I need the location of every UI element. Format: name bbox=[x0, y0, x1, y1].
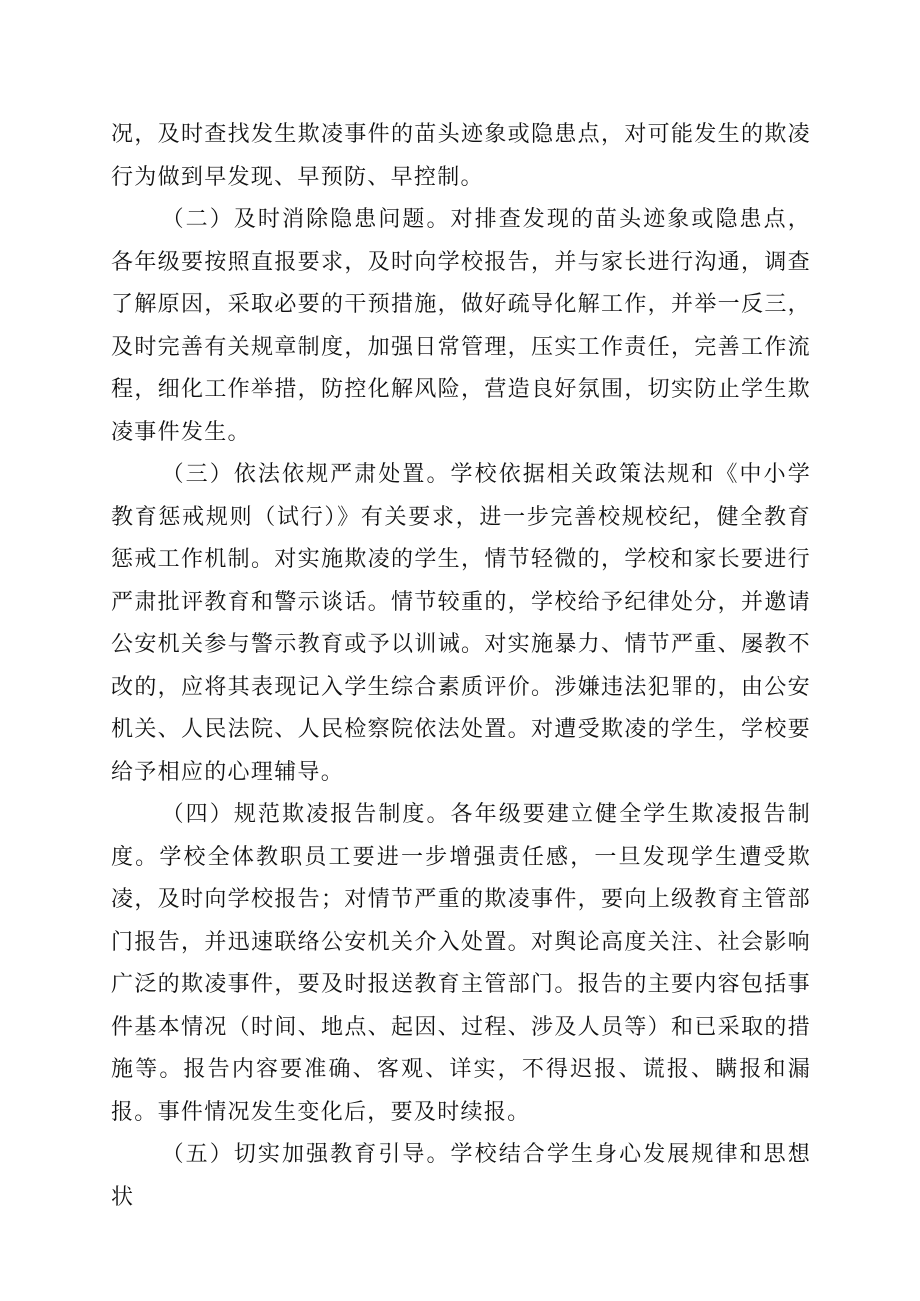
paragraph-continuation: 况，及时查找发生欺凌事件的苗头迹象或隐患点，对可能发生的欺凌行为做到早发现、早预防、早控制。 bbox=[111, 122, 811, 190]
paragraph-section-4: （四）规范欺凌报告制度。各年级要建立健全学生欺凌报告制度。学校全体教职员工要进一步增强责任感，一旦发现学生遭受欺凌，及时向学校报告；对情节严重的欺凌事件，要向上级教育主管部门报告，并迅速联络公安机关介入处置。对舆论高度关注、社会影响广泛的欺凌事件，要及时报送教育主管部门。报告的主要内容包括事件基本情况（时间、地点、起因、过程、涉及人员等）和已采取的措施等。报告内容要准确、客观、详实，不得迟报、谎报、瞒报和漏报。事件情况发生变化后，要及时续报。 bbox=[111, 802, 811, 1125]
paragraph-section-3: （三）依法依规严肃处置。学校依据相关政策法规和《中小学教育惩戒规则（试行）》有关要求，进一步完善校规校纪，健全教育惩戒工作机制。对实施欺凌的学生，情节轻微的，学校和家长要进行严肃批评教育和警示谈话。情节较重的，学校给予纪律处分，并邀请公安机关参与警示教育或予以训诫。对实施暴力、情节严重、屡教不改的，应将其表现记入学生综合素质评价。涉嫌违法犯罪的，由公安机关、人民法院、人民检察院依法处置。对遭受欺凌的学生，学校要给予相应的心理辅导。 bbox=[111, 462, 811, 785]
paragraph-section-5: （五）切实加强教育引导。学校结合学生身心发展规律和思想状 bbox=[111, 1142, 811, 1210]
document-body bbox=[111, 114, 811, 1219]
paragraph-section-2: （二）及时消除隐患问题。对排查发现的苗头迹象或隐患点，各年级要按照直报要求，及时向学校报告，并与家长进行沟通，调查了解原因，采取必要的干预措施，做好疏导化解工作，并举一反三，及时完善有关规章制度，加强日常管理，压实工作责任，完善工作流程，细化工作举措，防控化解风险，营造良好氛围，切实防止学生欺凌事件发生。 bbox=[111, 207, 811, 445]
